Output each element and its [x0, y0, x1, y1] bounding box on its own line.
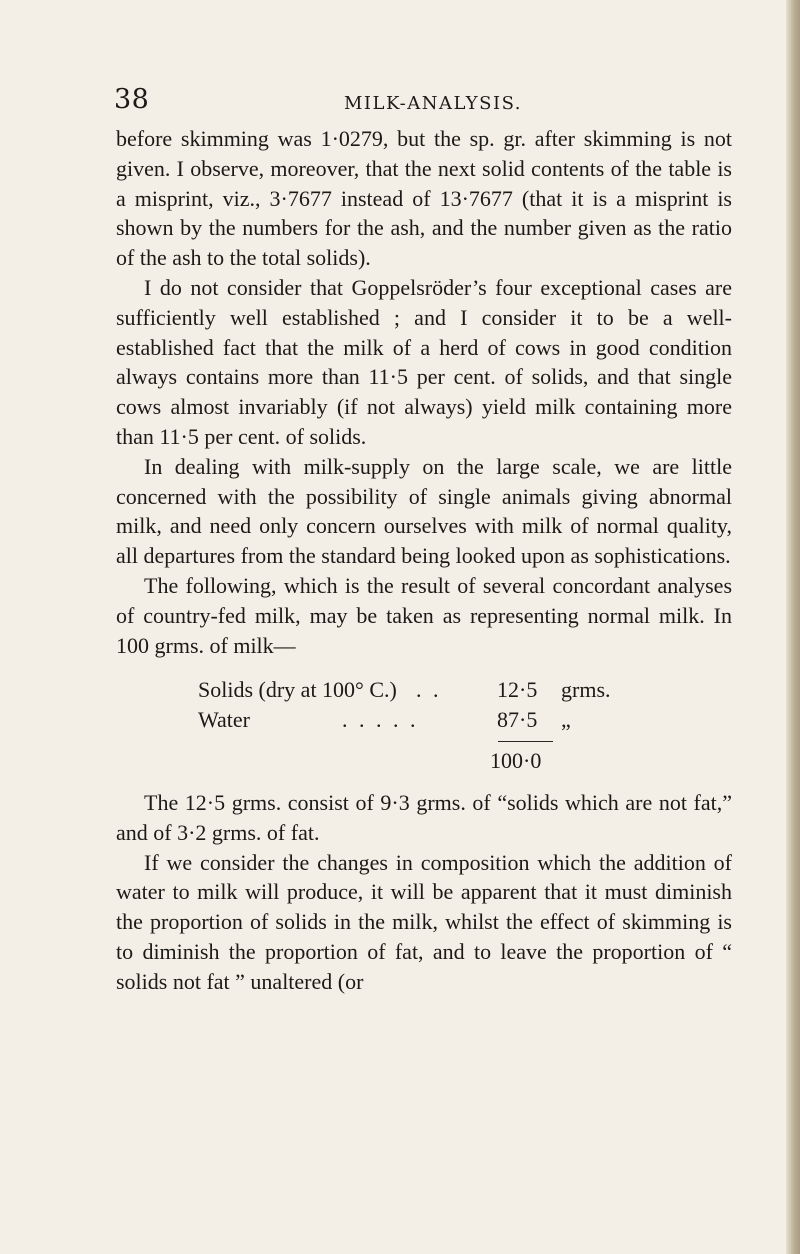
body-text-before	[116, 124, 732, 660]
paragraph: before skimming was 1·0279, but the sp. gr. after skimming is not given. I observe, moreover, that the next solid contents of the table is a misprint, viz., 3·7677 instead of 13·7677 (that it is a misprint is shown by the numbers for the ash, and the number given as the ratio of the ash to the total solids).	[116, 126, 732, 271]
page-number: 38	[114, 84, 150, 115]
row-unit: grms.	[561, 677, 611, 703]
page-edge-shadow	[786, 0, 800, 1254]
row-value: 87·5	[497, 707, 538, 733]
paragraph: If we consider the changes in composition which the addition of water to milk will produce, it will be apparent that it must diminish the proportion of solids in the milk, whilst the effect of skimming is to diminish the proportion of fat, and to leave the proportion of “ solids not fat ” unaltered (or	[116, 849, 732, 994]
running-head: MILK-ANALYSIS.	[344, 93, 522, 114]
page-header	[116, 84, 732, 124]
paragraph: The 12·5 grms. consist of 9·3 grms. of “solids which are not fat,” and of 3·2 grms. of fat.	[116, 789, 732, 845]
row-label: Solids (dry at 100° C.)	[198, 677, 397, 703]
paragraph: In dealing with milk-supply on the large scale, we are little concerned with the possibility of single animals giving abnormal milk, and need only concern ourselves with milk of normal quality, all departures from the standard being looked upon as sophistications.	[116, 453, 732, 569]
paragraph: I do not consider that Goppelsröder’s four exceptional cases are sufficiently well established ; and I consider it to be a well-established fact that the milk of a herd of cows in good condition always contains more than 11·5 per cent. of solids, and that single cows almost invariably (if not always) yield milk containing more than 11·5 per cent. of solids.	[116, 274, 732, 449]
book-page	[116, 84, 732, 997]
table-row	[116, 675, 732, 705]
row-label: Water	[198, 707, 250, 733]
row-value: 12·5	[497, 677, 538, 703]
leader-dots: . .	[416, 677, 442, 703]
leader-dots: . . . . .	[342, 707, 419, 733]
row-unit: „	[561, 707, 571, 733]
table-total-row	[116, 742, 732, 774]
composition-table	[116, 675, 732, 774]
table-total: 100·0	[490, 747, 542, 773]
paragraph: The following, which is the result of several concordant analyses of country-fed milk, may be taken as representing normal milk. In 100 grms. of milk—	[116, 572, 732, 658]
table-row	[116, 705, 732, 735]
body-text-after	[116, 788, 732, 997]
